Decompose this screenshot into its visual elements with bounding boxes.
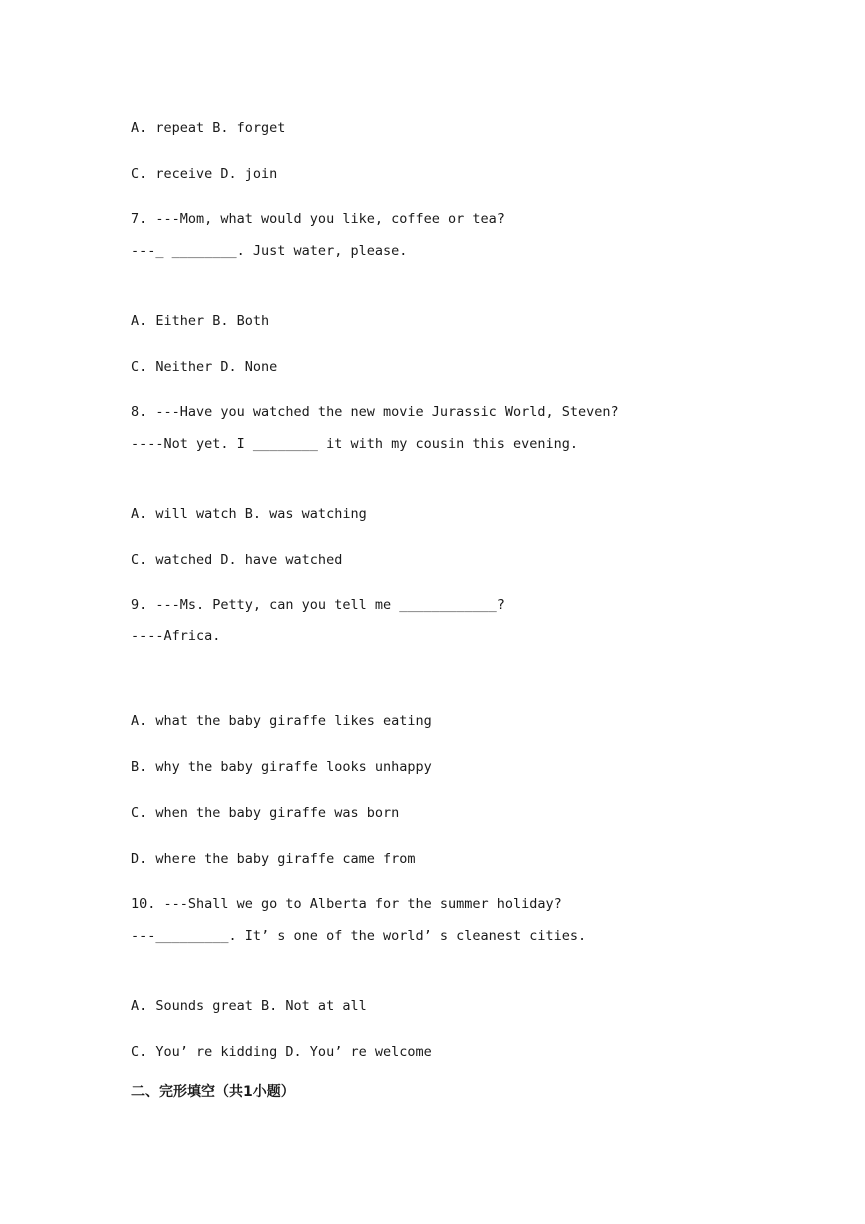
q9-answer-line: ----Africa.	[131, 628, 221, 644]
q6-options-cd: C. receive D. join	[131, 166, 278, 182]
q10-stem: 10. ---Shall we go to Alberta for the summer holiday?	[131, 896, 562, 912]
q10-options-ab: A. Sounds great B. Not at all	[131, 998, 367, 1014]
q10-answer-line: ---_________. It’ s one of the world’ s cleanest cities.	[131, 928, 587, 944]
q9-option-c: C. when the baby giraffe was born	[131, 805, 400, 821]
section-2-heading: 二、完形填空（共1小题）	[131, 1084, 295, 1100]
q7-answer-line: ---_ ________. Just water, please.	[131, 243, 408, 259]
q9-option-b: B. why the baby giraffe looks unhappy	[131, 759, 432, 775]
q9-option-a: A. what the baby giraffe likes eating	[131, 713, 432, 729]
q7-options-cd: C. Neither D. None	[131, 359, 278, 375]
q8-stem: 8. ---Have you watched the new movie Jurassic World, Steven?	[131, 404, 619, 420]
q7-options-ab: A. Either B. Both	[131, 313, 270, 329]
q9-stem: 9. ---Ms. Petty, can you tell me ____________?	[131, 597, 505, 613]
q8-options-cd: C. watched D. have watched	[131, 552, 343, 568]
q7-stem: 7. ---Mom, what would you like, coffee or tea?	[131, 211, 505, 227]
q8-answer-line: ----Not yet. I ________ it with my cousin this evening.	[131, 436, 579, 452]
q6-options-ab: A. repeat B. forget	[131, 120, 286, 136]
q9-option-d: D. where the baby giraffe came from	[131, 851, 416, 867]
q10-options-cd: C. You’ re kidding D. You’ re welcome	[131, 1044, 432, 1060]
q8-options-ab: A. will watch B. was watching	[131, 506, 367, 522]
